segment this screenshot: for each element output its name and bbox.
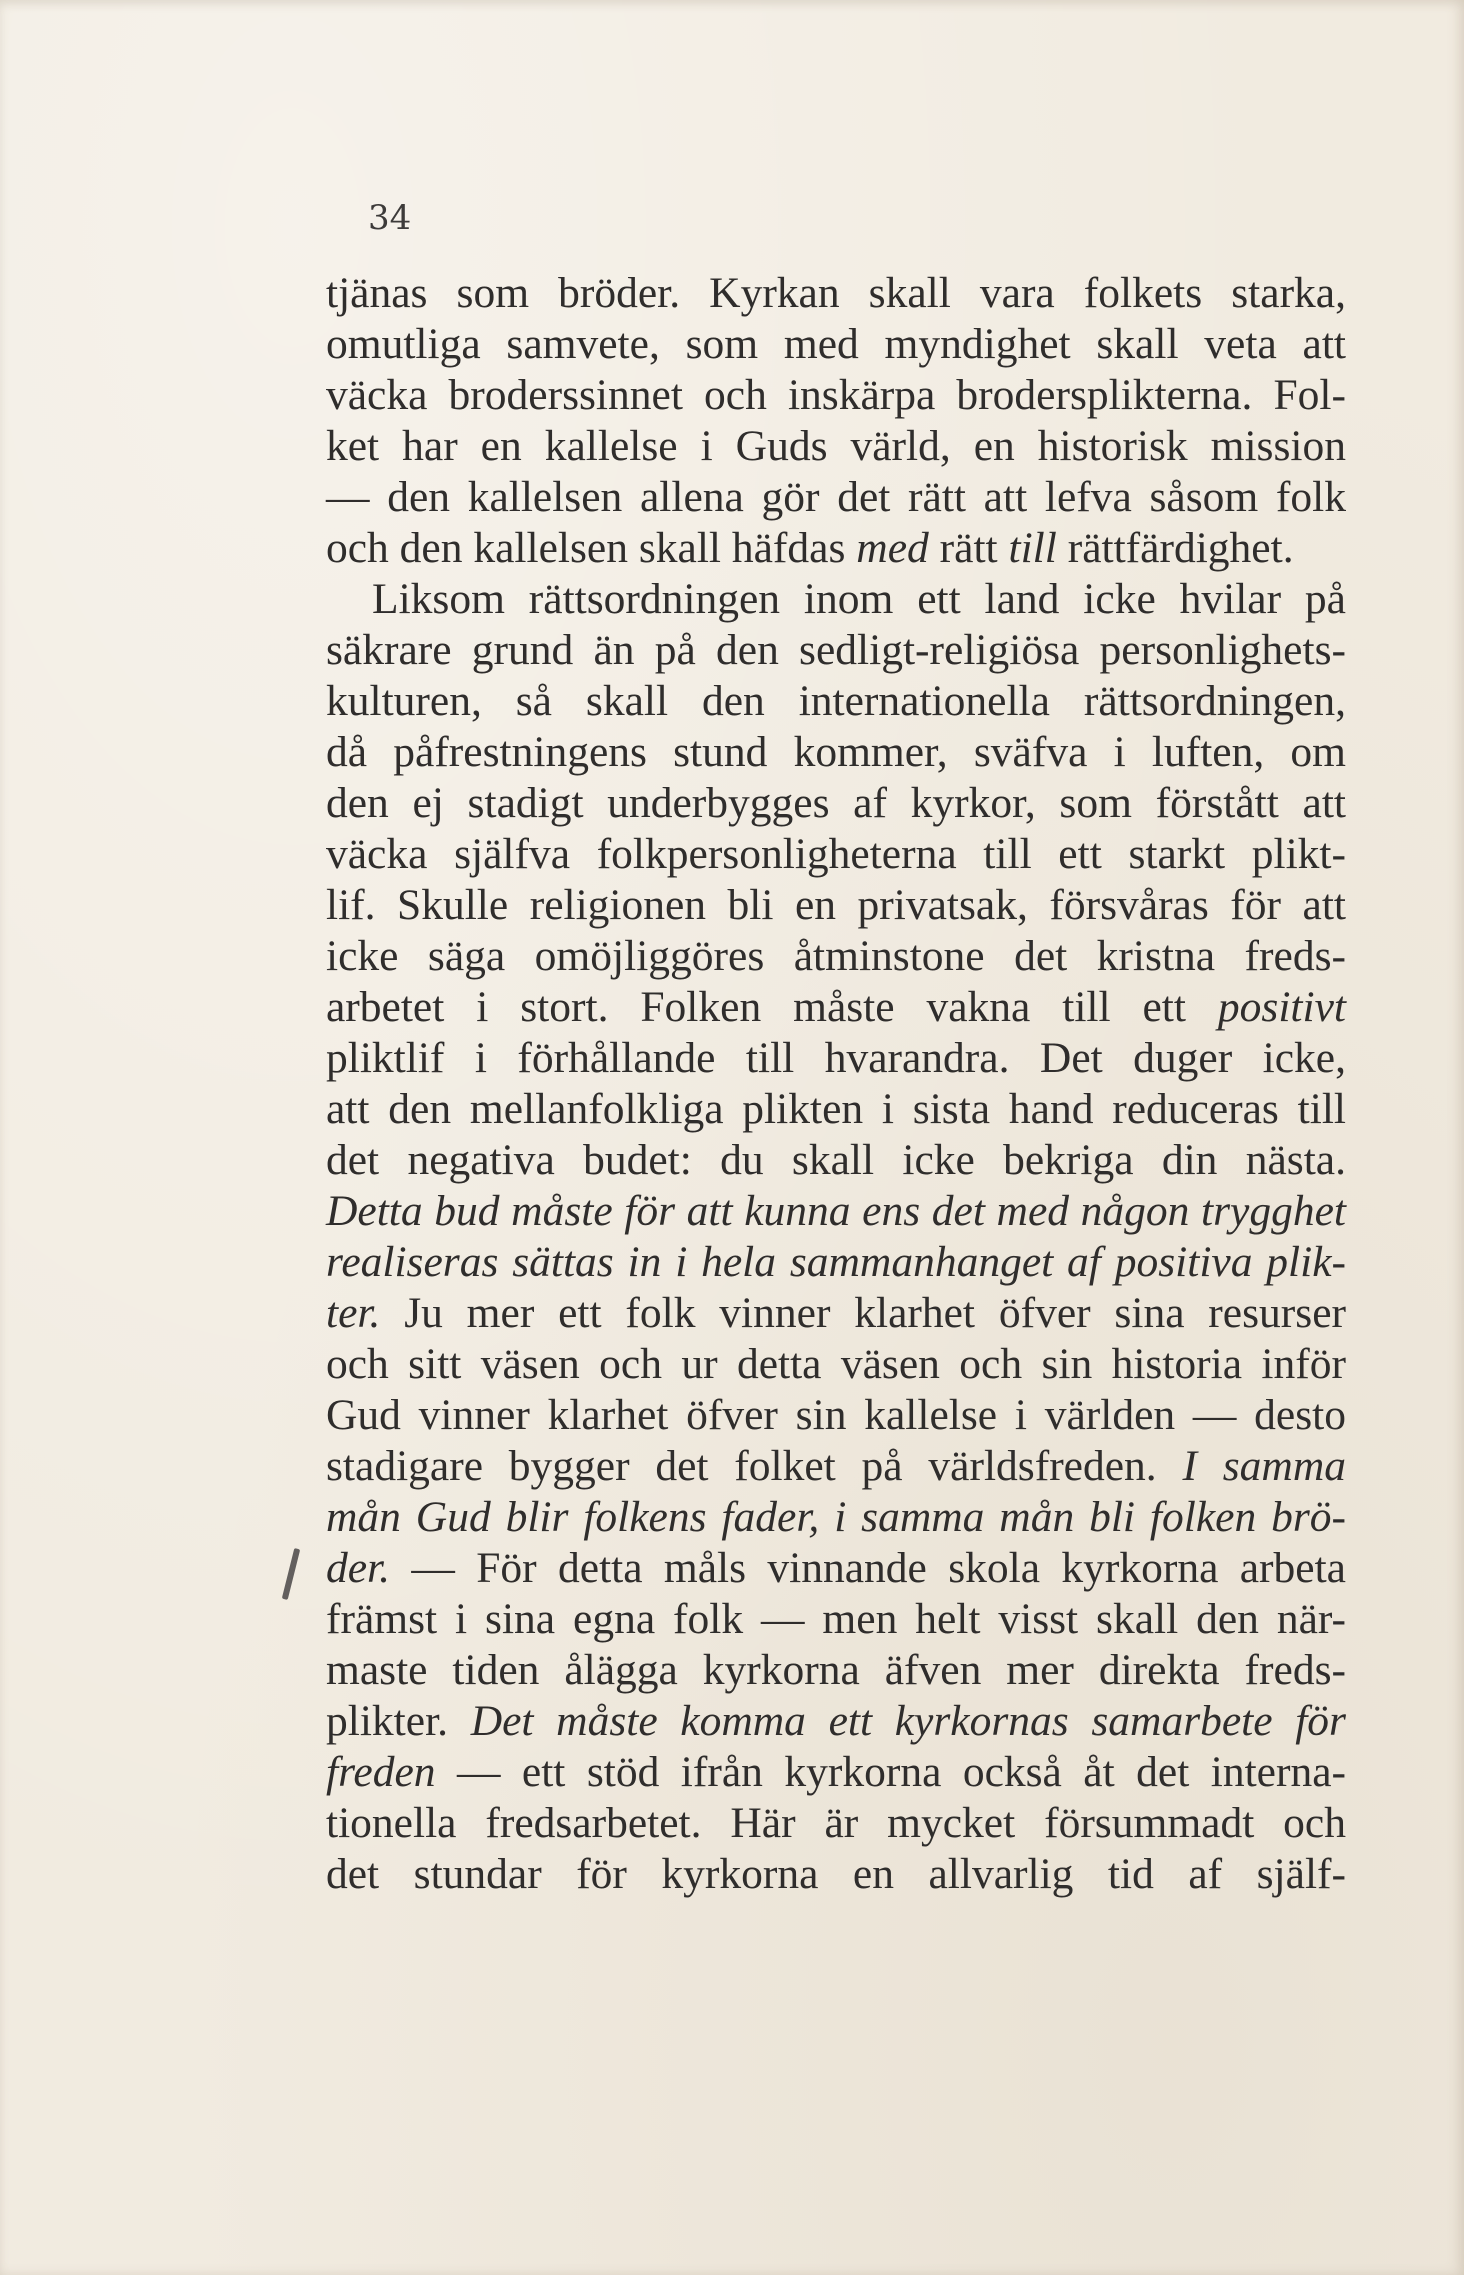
text-segment: rättfärdighet. (1056, 524, 1294, 572)
body-text (326, 268, 1346, 1900)
text-segment: Ju mer ett folk vinner klarhet öfver sina resurser (380, 1289, 1346, 1337)
text-line (326, 268, 1346, 319)
italic-text: positivt (1217, 983, 1346, 1031)
text-segment: Gud vinner klarhet öfver sin kallelse i världen — desto (326, 1391, 1346, 1439)
page-number: 34 (368, 198, 412, 238)
pencil-margin-mark (282, 1548, 300, 1600)
text-segment: den ej stadigt underbygges af kyrkor, som förstått att (326, 779, 1346, 827)
text-line (326, 1390, 1346, 1441)
text-segment: och sitt väsen och ur detta väsen och sin historia inför (326, 1340, 1346, 1388)
text-line (326, 1492, 1346, 1543)
text-line (326, 931, 1346, 982)
italic-text: der. (326, 1544, 391, 1592)
text-line (326, 1237, 1346, 1288)
text-line (326, 676, 1346, 727)
italic-text: I samma (1182, 1442, 1346, 1490)
text-segment: arbetet i stort. Folken måste vakna till ett (326, 983, 1218, 1031)
text-line (326, 1645, 1346, 1696)
text-line (326, 1288, 1346, 1339)
text-segment: rätt (928, 524, 1009, 572)
italic-text: till (1008, 524, 1057, 572)
text-segment: kulturen, så skall den internationella rättsordningen, (326, 677, 1346, 725)
text-segment: och den kallelsen skall häfdas (326, 524, 857, 572)
text-line (326, 778, 1346, 829)
text-line (326, 1441, 1346, 1492)
italic-text: mån Gud blir folkens fader, i samma mån bli folken brö- (326, 1493, 1346, 1541)
text-line (326, 1543, 1346, 1594)
text-line (326, 1084, 1346, 1135)
text-line (326, 1186, 1346, 1237)
text-segment: — den kallelsen allena gör det rätt att lefva såsom folk (326, 473, 1346, 521)
text-segment: omutliga samvete, som med myndighet skall veta att (326, 320, 1346, 368)
text-line (326, 880, 1346, 931)
text-line (326, 1594, 1346, 1645)
text-line (326, 829, 1346, 880)
text-segment: tjänas som bröder. Kyrkan skall vara folkets starka, (326, 269, 1346, 317)
text-line (326, 1135, 1346, 1186)
text-segment: ket har en kallelse i Guds värld, en historisk mission (326, 422, 1346, 470)
text-segment: det negativa budet: du skall icke bekriga din nästa. (326, 1136, 1346, 1184)
text-segment: stadigare bygger det folket på världsfreden. (326, 1442, 1183, 1490)
italic-text: ter. (326, 1289, 381, 1337)
text-segment: väcka broderssinnet och inskärpa brodersplikterna. Fol- (326, 371, 1346, 419)
text-segment: lif. Skulle religionen bli en privatsak, försvåras för att (326, 881, 1346, 929)
text-line (326, 370, 1346, 421)
text-segment: väcka själfva folkpersonligheterna till ett starkt plikt- (326, 830, 1346, 878)
italic-text: freden (326, 1748, 436, 1796)
text-segment: säkrare grund än på den sedligt-religiösa personlighets- (326, 626, 1346, 674)
text-segment: tionella fredsarbetet. Här är mycket försummadt och (326, 1799, 1346, 1847)
text-segment: plikter. (326, 1697, 471, 1745)
text-line (326, 1339, 1346, 1390)
text-segment: icke säga omöjliggöres åtminstone det kristna freds- (326, 932, 1346, 980)
text-line (326, 472, 1346, 523)
italic-text: Detta bud måste för att kunna ens det med någon trygghet (326, 1187, 1346, 1235)
text-segment: Liksom rättsordningen inom ett land icke hvilar på (372, 575, 1346, 623)
italic-text: Det måste komma ett kyrkornas samarbete för (470, 1697, 1346, 1745)
text-line (326, 574, 1346, 625)
text-segment: — För detta måls vinnande skola kyrkorna arbeta (390, 1544, 1346, 1592)
text-line (326, 625, 1346, 676)
text-line (326, 1033, 1346, 1084)
italic-text: realiseras sättas in i hela sammanhanget af positiva plik- (326, 1238, 1346, 1286)
text-line (326, 1747, 1346, 1798)
text-segment: att den mellanfolkliga plikten i sista hand reduceras till (326, 1085, 1346, 1133)
text-segment: främst i sina egna folk — men helt visst skall den när- (326, 1595, 1346, 1643)
text-line (326, 421, 1346, 472)
text-segment: pliktlif i förhållande till hvarandra. Det duger icke, (326, 1034, 1346, 1082)
text-line (326, 319, 1346, 370)
text-line (326, 982, 1346, 1033)
text-segment: då påfrestningens stund kommer, sväfva i luften, om (326, 728, 1346, 776)
text-segment: — ett stöd ifrån kyrkorna också åt det interna- (435, 1748, 1346, 1796)
text-line (326, 523, 1346, 574)
text-segment: maste tiden ålägga kyrkorna äfven mer direkta freds- (326, 1646, 1346, 1694)
italic-text: med (856, 524, 929, 572)
text-line (326, 727, 1346, 778)
text-line (326, 1798, 1346, 1849)
text-line (326, 1696, 1346, 1747)
text-segment: det stundar för kyrkorna en allvarlig tid af själf- (326, 1850, 1346, 1898)
text-line (326, 1849, 1346, 1900)
